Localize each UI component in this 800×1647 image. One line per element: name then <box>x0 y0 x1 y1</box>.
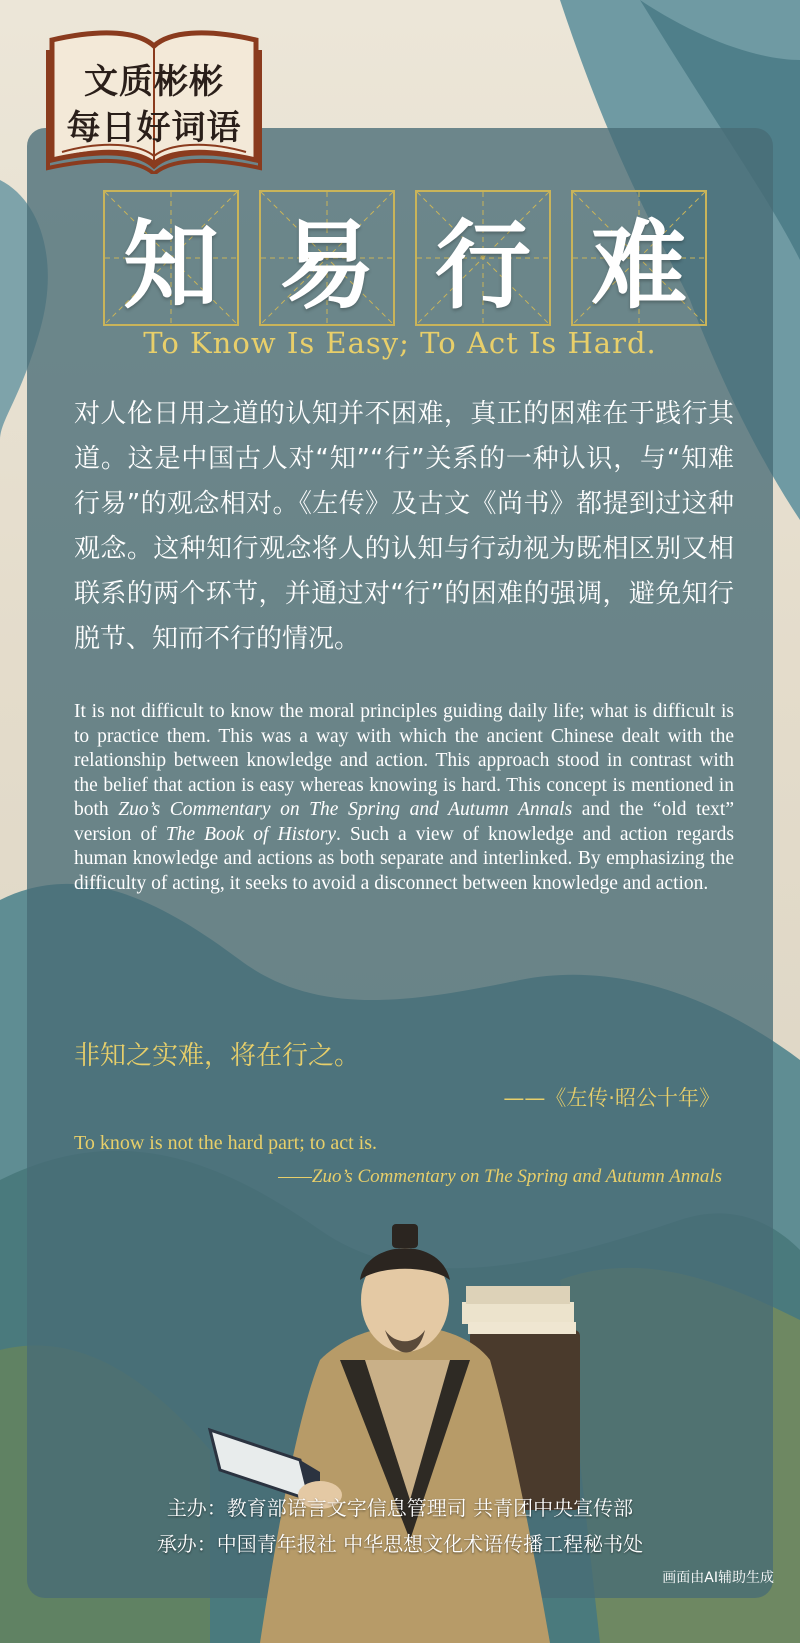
english-explanation <box>74 700 734 896</box>
title-char: 难 <box>591 208 687 322</box>
title-grid <box>103 190 707 326</box>
book-badge <box>44 22 264 174</box>
title-cell <box>571 190 707 326</box>
title-char: 行 <box>435 208 531 322</box>
scholar-figure <box>170 1210 600 1643</box>
organizer-credit: 承办：中国青年报社 中华思想文化术语传播工程秘书处 <box>156 1532 644 1556</box>
badge-line-2: 每日好词语 <box>66 108 242 148</box>
title-cell <box>103 190 239 326</box>
title-char: 知 <box>123 208 219 322</box>
title-cell <box>415 190 551 326</box>
chinese-quote-source: ——《左传·昭公十年》 <box>503 1086 720 1110</box>
english-title: To Know Is Easy; To Act Is Hard. <box>143 326 657 360</box>
english-explanation-text: . Such a view of knowledge and action regards human knowledge and actions as both separate and interlinked. By emphasizing the difficulty of acting, it seeks to avoid a disconnect between knowledge and action. <box>74 823 734 894</box>
english-quote-source: ——Zuo’s Commentary on The Spring and Autumn Annals <box>278 1166 722 1187</box>
chinese-explanation: 对人伦日用之道的认知并不困难，真正的困难在于践行其道。这是中国古人对“知”“行”关系的一种认识，与“知难行易”的观念相对。《左传》及古文《尚书》都提到过这种观念。这种知行观念将人的认知与行动视为既相区别又相联系的两个环节，并通过对“行”的困难的强调，避免知行脱节、知而不行的情况。 <box>74 399 734 654</box>
ai-generated-note: 画面由AI辅助生成 <box>662 1570 774 1586</box>
badge-line-1: 文质彬彬 <box>84 62 224 102</box>
english-quote: To know is not the hard part; to act is. <box>74 1132 377 1154</box>
english-explanation-text: It is not difficult to know the moral principles guiding daily life; what is difficult is to practice them. This was a way with which the ancient Chinese dealt with the relationship between knowledge and action. This approach stood in contrast with the belief that action is easy whereas knowing is hard. This concept is mentioned in both <box>74 701 734 820</box>
chinese-quote: 非知之实难，将在行之。 <box>74 1041 361 1071</box>
english-explanation-text: and the “old text” version of <box>74 799 734 845</box>
title-cell <box>259 190 395 326</box>
book-title-history: The Book of History <box>165 823 336 845</box>
host-credit: 主办：教育部语言文字信息管理司 共青团中央宣传部 <box>166 1496 634 1520</box>
title-char: 易 <box>279 208 375 322</box>
scholar-illustration <box>170 1210 600 1643</box>
book-title-zuo: Zuo’s Commentary on The Spring and Autumn Annals <box>118 799 573 820</box>
